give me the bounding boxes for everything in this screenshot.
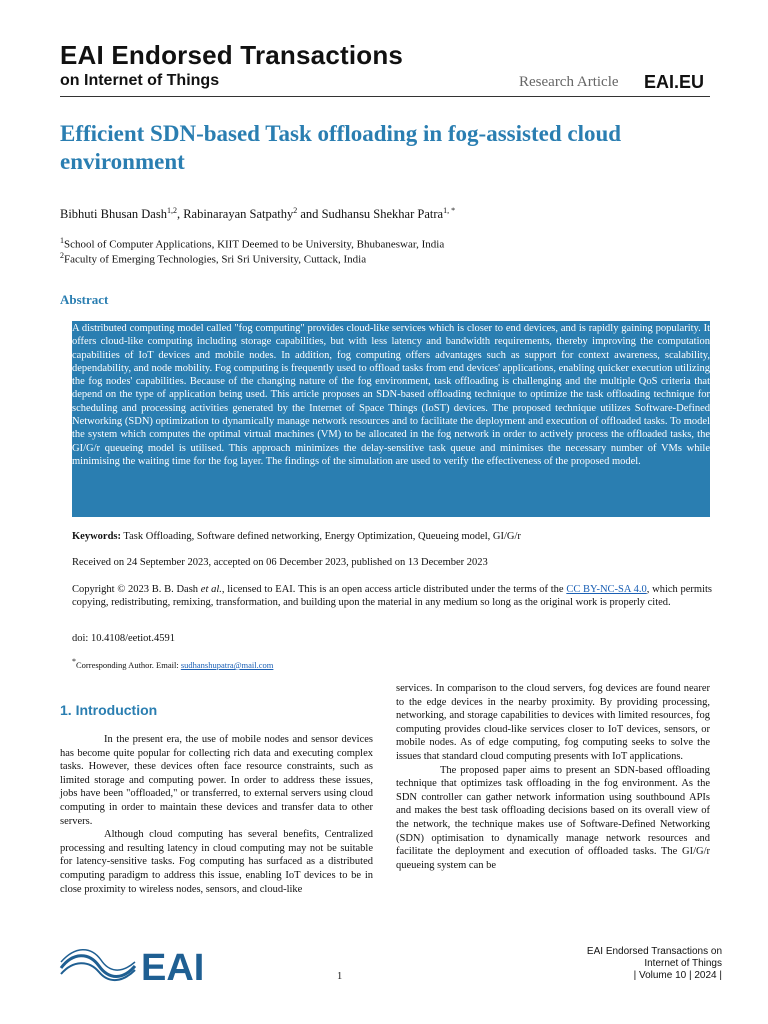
paragraph: In the present era, the use of mobile nodes and sensor devices has become quite popular for collecting rich data and executing complex tasks. However, these devices often face resource constraints, such as limited storage and computing power. In order to address these issues, jobs have been "offloaded," or transferred, to external servers using cloud computing in order to maintain these devices and transfer data to other servers. <box>60 734 373 827</box>
paper-title: Efficient SDN-based Task offloading in fog-assisted cloud environment <box>60 121 622 174</box>
eai-logo-text: EAI <box>141 947 205 986</box>
article-type-label: Research Article <box>519 74 619 90</box>
corresponding-email-link[interactable]: sudhanshupatra@mail.com <box>180 659 274 670</box>
right-column <box>396 682 710 872</box>
author-separator: , <box>176 207 184 222</box>
section-heading-introduction: 1. Introduction <box>60 702 158 718</box>
corresponding-label: Corresponding Author. Email: <box>76 659 181 670</box>
author-list <box>60 206 455 222</box>
author-separator: and <box>297 207 322 222</box>
left-column <box>60 733 373 896</box>
footer-journal-info <box>560 946 722 982</box>
received-dates: Received on 24 September 2023, accepted on 06 December 2023, published on 13 December 2023 <box>72 557 488 568</box>
doi: doi: 10.4108/eetiot.4591 <box>72 633 175 644</box>
header-divider <box>60 96 710 97</box>
corresponding-author <box>72 657 273 670</box>
license-link[interactable]: CC BY-NC-SA 4.0 <box>566 584 647 595</box>
paragraph: services. In comparison to the cloud servers, fog devices are found nearer to the edge devices in the nearby proximity. By providing processing, networking, and storage capabilities to devices with limited resources, fog computing provides cloud-like services closer to IoT devices, sensors, or mobile nodes. As of edge computing, fog computing seeks to solve the issues that standard cloud computing presents with IoT applications. <box>396 683 710 762</box>
affiliation <box>60 236 444 251</box>
affiliation-number: 1 <box>60 236 64 245</box>
affiliation-number: 2 <box>60 251 64 260</box>
abstract-text: A distributed computing model called "fog computing" provides cloud-like services which is closer to end devices, and is rapidly gaining popularity. It offers cloud-like computing including storage capabilities, but with less latency and bandwidth requirements, thereby improving the computation capabilities of IoT devices and mobile nodes. In addition, fog computing offers advantages such as support for context awareness, scalability, dependability, and node mobility. Fog computing is frequently used to offload tasks from end devices' applications, enabling quicker execution utilizing the fog nodes' capabilities. Because of the changing nature of the fog environment, task offloading is challenging and the multiple QoS criteria that depend on the type of application being used. This article proposes an SDN-based offloading technique to optimize the task offloading technique for scheduling and processing activities generated by the Internet of Space Things (IoST) devices. The proposed technique utilizes Software-Defined Networking (SDN) optimization to dynamically manage network resources and to facilitate the deployment and execution of offloaded tasks. To model the system which computes the optimal virtual machines (VM) to be allocated in the fog network in order to actively process the offloaded tasks, the GI/G/r queueing model is utilised. This approach minimizes the delay-sensitive task queue and minimises the necessary number of VMs while minimising the waiting time for the fog layer. The findings of the simulation are used to verify the effectiveness of the proposed model. <box>72 321 710 517</box>
copyright-text: , licensed to EAI. This is an open access article distributed under the terms of the <box>221 584 567 595</box>
copyright-text: , which permits copying, redistributing, remixing, transformation, and building upon the material in any medium so long as the original work is properly cited. <box>72 584 713 608</box>
journal-title: EAI Endorsed Transactions <box>60 40 404 70</box>
copyright-text: Copyright © 2023 B. B. Dash <box>72 584 201 595</box>
footer-journal-line: EAI Endorsed Transactions on <box>586 946 722 957</box>
abstract-heading: Abstract <box>60 292 109 307</box>
paragraph: The proposed paper aims to present an SDN-based offloading technique that optimizes task offloading in the fog environment. As the SDN controller can gather network information using southbound APIs and makes the best task offloading decisions based on its overall view of the network, the technique makes use of Software-Defined Networking (SDN) optimisation to dynamically manage network resources and facilitate the deployment and execution of offloaded tasks. The GI/G/r queueing system can be <box>396 764 710 871</box>
author-name: Rabinarayan Satpathy <box>183 207 294 222</box>
paragraph: Although cloud computing has several benefits, Centralized processing and resulting latency in cloud computing may not be suitable for latency-sensitive tasks. Fog computing has surfaced as a distributed computing paradigm to address this issue, enabling IoT devices to be in close proximity to wireless nodes, sensors, and cloud-like <box>60 829 373 895</box>
affiliation-text: Faculty of Emerging Technologies, Sri Sri University, Cuttack, India <box>64 253 367 266</box>
copyright-etal: et al. <box>200 584 222 595</box>
author-affil-marker: 2 <box>293 206 298 215</box>
copyright-notice <box>72 584 712 609</box>
author-name: Sudhansu Shekhar Patra <box>321 207 444 222</box>
brand-eai-eu: EAI.EU <box>644 72 705 92</box>
keywords-text: Task Offloading, Software defined networking, Energy Optimization, Queueing model, GI/G/r <box>121 531 521 542</box>
author-name: Bibhuti Bhusan Dash <box>60 207 167 222</box>
keywords-label: Keywords: <box>72 531 121 542</box>
affiliation-text: School of Computer Applications, KIIT Deemed to be University, Bhubaneswar, India <box>64 238 445 251</box>
page-number: 1 <box>337 971 343 982</box>
keywords <box>72 531 712 542</box>
footer-volume: | Volume 10 | 2024 | <box>633 970 722 981</box>
journal-subtitle: on Internet of Things <box>60 72 220 89</box>
affiliation <box>60 251 366 266</box>
eai-logo <box>57 944 217 986</box>
author-affil-marker: 1,2 <box>166 206 177 215</box>
author-affil-marker: 1, * <box>443 206 456 215</box>
corresponding-marker: * <box>72 657 76 666</box>
footer-journal-line: Internet of Things <box>644 958 722 969</box>
